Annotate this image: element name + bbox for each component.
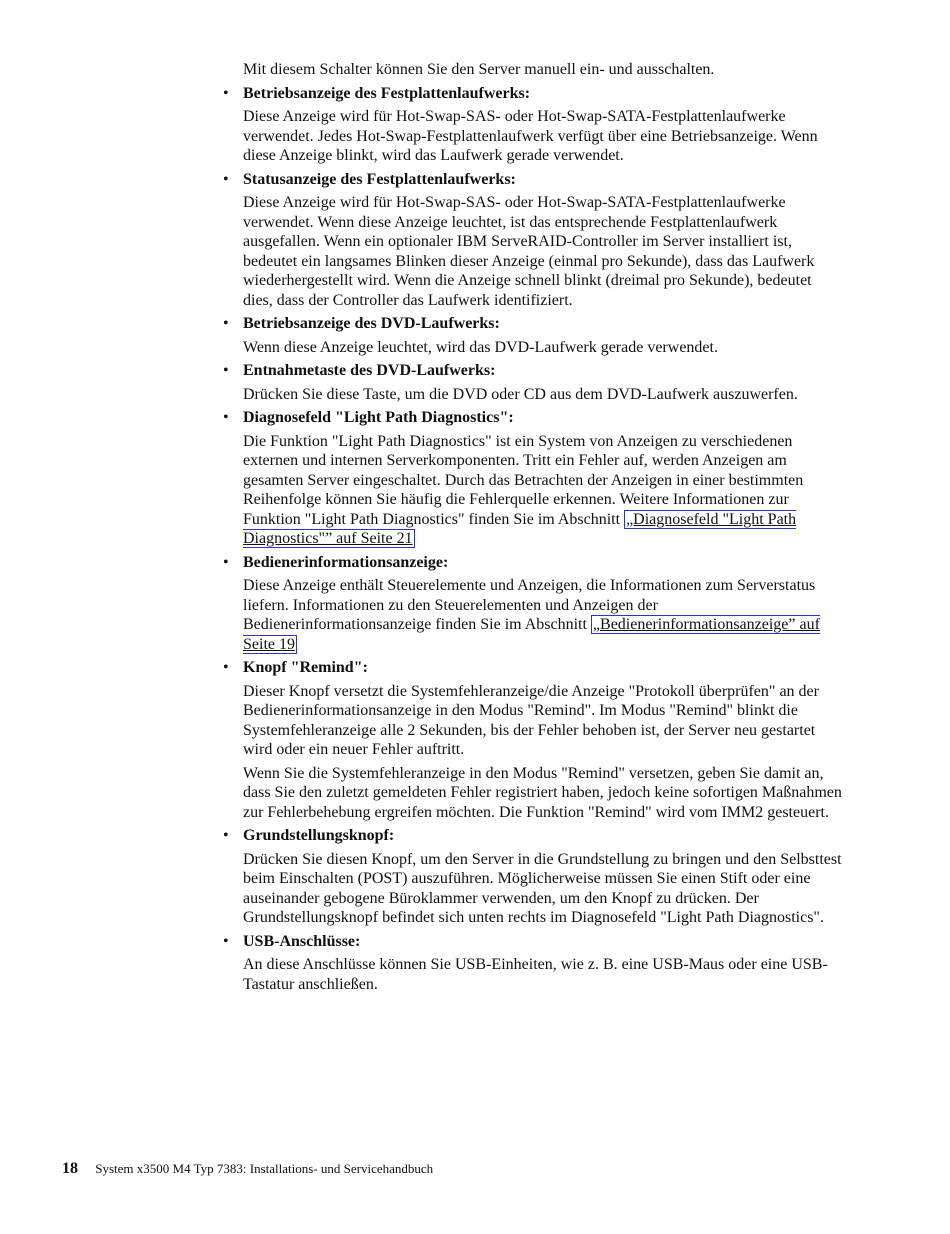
item-term: Entnahmetaste des DVD-Laufwerks: (243, 362, 496, 379)
list-item (223, 932, 843, 995)
list-item (223, 314, 843, 357)
item-description: Diese Anzeige wird für Hot-Swap-SAS- oder Hot-Swap-SATA-Festplattenlaufwerke verwendet. Jedes Hot-Swap-Festplattenlaufwerk verfügt über eine Betriebsanzeige. Wenn diese Anzeige blinkt, wird das Laufwerk gerade verwendet. (243, 108, 818, 164)
item-description: Wenn diese Anzeige leuchtet, wird das DVD-Laufwerk gerade verwendet. (243, 338, 718, 356)
item-description (243, 576, 843, 654)
page-body (223, 60, 843, 998)
item-term: USB-Anschlüsse: (243, 932, 361, 950)
list-item (223, 84, 843, 166)
list-item (223, 408, 843, 549)
bullet: • (223, 932, 229, 950)
feature-list (223, 84, 843, 995)
bullet: • (223, 170, 229, 188)
item-term: Bedienerinformationsanzeige: (243, 553, 449, 571)
item-description-text: Die Funktion "Light Path Diagnostics" ist ein System von Anzeigen zu verschiedenen externen und internen Serverkomponenten. Tritt ein Fehler auf, werden Anzeigen am gesamten Server eingeschaltet. Durch das Betrachten der Anzeigen in einer bestimmten Reihenfolge können Sie häufig die Fehlerquelle erkennen. Weitere Informationen zur Funktion "Light Path Diagnostics" finden Sie im Abschnitt (243, 432, 804, 528)
item-term: Diagnosefeld "Light Path Diagnostics": (243, 409, 514, 426)
bullet: • (223, 315, 229, 332)
bullet: • (223, 409, 229, 426)
item-description: Diese Anzeige wird für Hot-Swap-SAS- oder Hot-Swap-SATA-Festplattenlaufwerke verwendet. Wenn diese Anzeige leuchtet, ist das entsprechende Festplattenlaufwerk ausgefallen. Wenn ein optionaler IBM ServeRAID-Controller im Server installiert ist, bedeutet ein langsames Blinken dieser Anzeige (einmal pro Sekunde), dass das Laufwerk wiederhergestellt wird. Wenn die Anzeige schnell blinkt (dreimal pro Sekunde), bedeutet dies, dass der Controller das Laufwerk identifiziert. (243, 194, 815, 309)
item-description (243, 432, 843, 549)
item-description: Dieser Knopf versetzt die Systemfehleranzeige/die Anzeige "Protokoll überprüfen" an der Bedienerinformationsanzeige in den Modus "Remind". Im Modus "Remind" blinkt die Systemfehleranzeige alle 2 Sekunden, bis der Fehler behoben ist, der Server neu gestartet wird oder ein neuer Fehler auftritt. (243, 682, 819, 758)
page-footer (62, 1160, 433, 1178)
item-term: Betriebsanzeige des Festplattenlaufwerks: (243, 84, 531, 102)
bullet: • (223, 827, 229, 844)
item-description: Drücken Sie diese Taste, um die DVD oder CD aus dem DVD-Laufwerk auszuwerfen. (243, 385, 798, 403)
item-term: Statusanzeige des Festplattenlaufwerks: (243, 170, 516, 188)
item-description: Drücken Sie diesen Knopf, um den Server in die Grundstellung zu bringen und den Selbsttest beim Einschalten (POST) auszuführen. Möglicherweise müssen Sie einen Stift oder eine auseinander gebogene Büroklammer verwenden, um den Knopf zu drücken. Der Grundstellungsknopf befindet sich unten rechts im Diagnosefeld "Light Path Diagnostics". (243, 850, 842, 926)
item-term: Knopf "Remind": (243, 659, 368, 676)
list-item (223, 361, 843, 404)
item-term: Betriebsanzeige des DVD-Laufwerks: (243, 315, 500, 332)
cross-reference-link-operator-panel[interactable]: „Bedienerinformationsanzeige” auf Seite 19 (243, 616, 820, 653)
intro-paragraph: Mit diesem Schalter können Sie den Server manuell ein- und ausschalten. (243, 61, 715, 78)
bullet: • (223, 362, 229, 379)
bullet: • (223, 553, 229, 571)
item-description-second: Wenn Sie die Systemfehleranzeige in den Modus "Remind" versetzen, geben Sie damit an, dass Sie den zuletzt gemeldeten Fehler registriert haben, jedoch keine sofortigen Maßnahmen zur Fehlerbehebung ergreifen möchten. Die Funktion "Remind" wird vom IMM2 gesteuert. (243, 764, 842, 821)
item-description: An diese Anschlüsse können Sie USB-Einheiten, wie z. B. eine USB-Maus oder eine USB-Tastatur anschließen. (243, 956, 828, 993)
bullet: • (223, 84, 229, 102)
item-term: Grundstellungsknopf: (243, 827, 395, 844)
bullet: • (223, 659, 229, 676)
list-item (223, 826, 843, 928)
footer-title: System x3500 M4 Typ 7383: Installations- und Servicehandbuch (95, 1161, 434, 1176)
page-number: 18 (62, 1160, 78, 1177)
list-item (223, 170, 843, 311)
list-item (223, 658, 843, 822)
list-item (223, 553, 843, 655)
cross-reference-link-light-path[interactable]: „Diagnosefeld "Light Path Diagnostics"” auf Seite 21 (243, 510, 797, 547)
item-description-text: Diese Anzeige enthält Steuerelemente und Anzeigen, die Informationen zum Serverstatus liefern. Informationen zu den Steuerelementen und Anzeigen der Bedienerinformationsanzeige finden Sie im Abschnitt (243, 577, 816, 633)
